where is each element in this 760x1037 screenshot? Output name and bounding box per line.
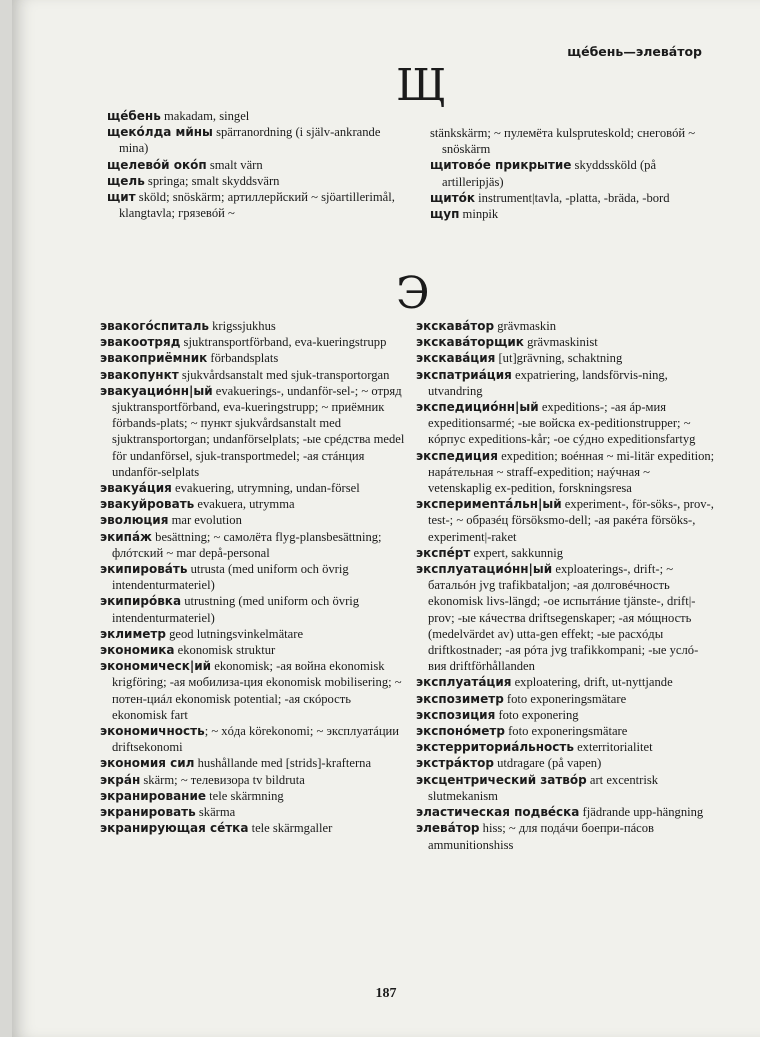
- definition: foto exponering: [495, 707, 579, 722]
- headword: щитовóе прикрытие: [430, 158, 572, 173]
- definition: skärm; ~ телевизора tv bildruta: [140, 772, 305, 787]
- headword: эксперимеnтáльн|ый: [416, 497, 562, 512]
- dictionary-entry: [100, 334, 405, 350]
- definition: minpik: [459, 207, 499, 222]
- dictionary-entry: [107, 108, 407, 124]
- definition: mar evolution: [168, 513, 242, 528]
- headword: экспозиметр: [416, 691, 504, 706]
- definition: exploatering, drift, ut-nyttjande: [511, 675, 673, 690]
- headword: эвакогóспиталь: [100, 319, 209, 333]
- headword: эластическая подвéска: [416, 805, 580, 820]
- headword: экранирование: [100, 788, 207, 803]
- headword: экономическ|ий: [100, 659, 212, 674]
- dictionary-entry: [430, 190, 720, 206]
- dictionary-entry: [416, 561, 716, 674]
- dictionary-entry: [416, 820, 716, 852]
- headword: экрáн: [100, 772, 141, 787]
- definition: exploaterings-, drift-; ~ батальóн jvg trafikbataljon; -ая долговéчность ekonomisk livs-längd; -ое испытáние tjänste-, drift|-prov; -ые кáчества driftsegenskaper; -ая мóщность (medelvärdet av) utta-gen effekt; -ые расхóды driftkostnader; -ая рóта jvg trafikkompani; -ые услó-вия driftförhållanden: [428, 562, 699, 674]
- definition: evakuerings-, undanför-sel-; ~ отряд sjuktransportförband, eva-kueringstrupp; ~ приёмник förbands-plats; ~ пункт sjukvårdsanstalt med sjuktransportorgan; undanförselplats; -ые срéдства medel för undanförsel, sjuk-transportmedel; -ая стáнция undanför-selplats: [112, 383, 405, 479]
- definition: sköld; snöskärm; артиллерйский ~ sjöartillerimål, klangtavla; грязевóй ~: [119, 190, 395, 221]
- dictionary-entry: [416, 707, 716, 723]
- definition: hiss; ~ для подáчи боепри-пáсов ammunitionshiss: [428, 821, 654, 852]
- definition: förbandsplats: [207, 351, 279, 366]
- dictionary-entry: [100, 755, 405, 771]
- headword: эвакуáция: [100, 481, 172, 496]
- definition: grävmaskinist: [523, 335, 598, 350]
- dictionary-entry: [107, 189, 407, 221]
- headword: эвакуациóнн|ый: [100, 383, 213, 398]
- dictionary-entry: [416, 755, 716, 771]
- headword: эксцентрический затвóр: [416, 772, 587, 787]
- headword: щелевóй окóп: [107, 157, 207, 172]
- dictionary-entry: [416, 691, 716, 707]
- headword: эксплуатáция: [416, 675, 512, 690]
- dictionary-entry: [416, 334, 716, 350]
- section-letter-sch: Щ: [396, 60, 447, 111]
- headword: щéбень: [107, 109, 161, 123]
- headword: эволюция: [100, 513, 169, 528]
- dictionary-entry: [416, 448, 716, 497]
- headword: эксплуатациóнн|ый: [416, 562, 553, 577]
- definition: skyddssköld (på artilleripjäs): [442, 158, 657, 189]
- headword: экспонóметр: [416, 724, 505, 739]
- definition: exterritorialitet: [573, 740, 653, 755]
- definition: evakuera, utrymma: [194, 497, 295, 512]
- headword: экипировáть: [100, 562, 188, 577]
- dictionary-entry: [100, 723, 405, 755]
- headword: экипирóвка: [100, 594, 182, 609]
- page-number: 187: [375, 986, 397, 1001]
- headword: эвакопункт: [100, 367, 179, 382]
- headword: экспедиция: [416, 448, 498, 463]
- dictionary-entry: [416, 772, 716, 804]
- headword: экспедициóнн|ый: [416, 400, 539, 415]
- definition: experiment-, för-söks-, prov-, test-; ~ образéц försöksmo-dell; -ая ракéта försöks-, experiment|-raket: [428, 497, 714, 544]
- definition: stänkskärm; ~ пулемёта kulspruteskold; снеговóй ~ snöskärm: [430, 126, 696, 157]
- dictionary-entry: [100, 529, 405, 561]
- headword: экипáж: [100, 529, 152, 544]
- dictionary-entry: [416, 545, 716, 561]
- definition: instrument|tavla, -platta, -bräda, -bord: [475, 190, 670, 205]
- headword: щитóк: [430, 190, 476, 205]
- dictionary-entry: [100, 480, 405, 496]
- dictionary-entry: [100, 561, 405, 593]
- dictionary-entry: [100, 512, 405, 528]
- headword: экстерриториáльность: [416, 740, 574, 755]
- definition: makadam, singel: [160, 109, 250, 123]
- dictionary-entry: [100, 593, 405, 625]
- dictionary-entry: [100, 788, 405, 804]
- headword: эвакоприёмник: [100, 351, 208, 366]
- dictionary-entry: [107, 157, 407, 173]
- dictionary-entry: [416, 350, 716, 366]
- section-e-left-column: [100, 318, 405, 837]
- headword: щит: [107, 190, 136, 205]
- headword: щекóлда мйны: [107, 125, 213, 140]
- dictionary-entry: [100, 383, 405, 480]
- headword: щуп: [430, 207, 460, 222]
- dictionary-entry: [100, 350, 405, 366]
- running-head: щéбень—элевáтор: [567, 44, 702, 59]
- dictionary-entry: [416, 496, 716, 545]
- definition: spärranordning (i själv-ankrande mina): [119, 125, 381, 156]
- headword: экспéрт: [416, 545, 471, 560]
- definition: art excentrisk slutmekanism: [428, 772, 659, 803]
- headword: эклиметр: [100, 626, 166, 641]
- definition: sjuktransportförband, eva-kueringstrupp: [180, 335, 387, 350]
- dictionary-entry: [100, 318, 405, 334]
- dictionary-entry: [100, 772, 405, 788]
- dictionary-entry: [416, 674, 716, 690]
- dictionary-entry: [100, 820, 405, 836]
- headword: экономия сил: [100, 756, 195, 771]
- dictionary-entry: [100, 626, 405, 642]
- definition: foto exponeringsmätare: [504, 724, 628, 739]
- dictionary-entry: [100, 496, 405, 512]
- dictionary-entry: [107, 124, 407, 156]
- definition: skärma: [195, 805, 236, 820]
- definition: hushållande med [strids]-krafterna: [194, 756, 372, 771]
- headword: экономика: [100, 643, 175, 658]
- headword: экспозиция: [416, 707, 496, 722]
- dictionary-entry: [100, 804, 405, 820]
- definition: ; ~ хóда körekonomi; ~ эксплуатáции driftsekonomi: [112, 724, 400, 755]
- dictionary-entry: [100, 367, 405, 383]
- dictionary-entry: [430, 206, 720, 222]
- headword: эвакуйровать: [100, 497, 195, 512]
- definition: evakuering, utrymning, undan-försel: [171, 481, 360, 496]
- section-sch-right-column: [430, 125, 720, 222]
- dictionary-entry: [416, 739, 716, 755]
- definition: grävmaskin: [494, 319, 556, 333]
- definition: foto exponeringsmätare: [503, 691, 627, 706]
- dictionary-entry: [100, 658, 405, 723]
- definition: springa; smalt skyddsvärn: [144, 173, 280, 188]
- dictionary-entry: [416, 318, 716, 334]
- definition: ekonomisk; -ая война ekonomisk krigföring; -ая мобилиза-ция ekonomisk mobilisering; ~ потен-циáл ekonomisk potential; -ая скóрость ekonomisk fart: [112, 659, 402, 722]
- headword: щель: [107, 173, 145, 188]
- dictionary-entry: [430, 157, 720, 189]
- headword: элевáтор: [416, 821, 480, 836]
- definition: utrusta (med uniform och övrig intendenturmateriel): [112, 562, 349, 593]
- headword: экскавáция: [416, 351, 496, 366]
- dictionary-entry: [430, 125, 720, 157]
- definition: sjukvårdsanstalt med sjuk-transportorgan: [178, 367, 390, 382]
- definition: utrustning (med uniform och övrig intendenturmateriel): [112, 594, 360, 625]
- dictionary-entry: [100, 642, 405, 658]
- definition: expeditions-; -ая áр-мия expeditionsarmé; -ые войска ex-peditionstrupper; ~ кóрпус expeditions-kår; -ое сýдно expeditionsfartyg: [428, 400, 696, 447]
- dictionary-entry: [416, 804, 716, 820]
- definition: smalt värn: [206, 157, 263, 172]
- dictionary-entry: [416, 399, 716, 448]
- dictionary-entry: [107, 173, 407, 189]
- definition: fjädrande upp-hängning: [579, 805, 704, 820]
- definition: tele skärmgaller: [248, 821, 333, 836]
- section-e-right-column: [416, 318, 716, 853]
- definition: geod lutningsvinkelmätare: [165, 626, 304, 641]
- dictionary-entry: [416, 367, 716, 399]
- definition: besättning; ~ самолёта flyg-plansbesättning; флóтский ~ mar depå-personal: [112, 529, 382, 560]
- headword: эвакоотряд: [100, 335, 181, 350]
- definition: krigssjukhus: [208, 319, 276, 333]
- definition: ekonomisk struktur: [174, 643, 276, 658]
- dictionary-page: [12, 0, 760, 1037]
- headword: экранирующая сéтка: [100, 821, 249, 836]
- definition: expert, sakkunnig: [470, 545, 564, 560]
- headword: экскавáторщик: [416, 335, 524, 350]
- definition: [ut]grävning, schaktning: [495, 351, 623, 366]
- dictionary-entry: [416, 723, 716, 739]
- section-letter-e: Э: [396, 268, 430, 319]
- definition: utdragare (på vapen): [493, 756, 602, 771]
- headword: экономичность: [100, 724, 205, 739]
- headword: экскавáтор: [416, 319, 495, 333]
- section-sch-left-column: [107, 108, 407, 221]
- definition: expedition; воéнная ~ mi-litär expedition; нарáтельная ~ straff-expedition; наýчная ~ vetenskaplig ex-pedition, forskningsresa: [428, 448, 715, 496]
- headword: экранировать: [100, 805, 196, 820]
- headword: экспатриáция: [416, 367, 512, 382]
- definition: tele skärmning: [206, 788, 284, 803]
- headword: экстрáктор: [416, 756, 494, 771]
- definition: expatriering, landsförvis-ning, utvandring: [428, 367, 668, 398]
